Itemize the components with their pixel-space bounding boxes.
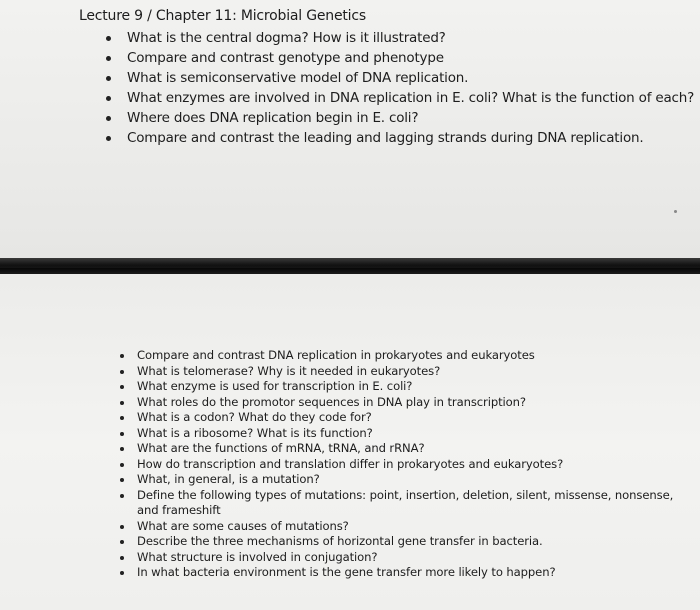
question-text: How do transcription and translation differ in prokaryotes and eukaryotes?	[137, 456, 564, 471]
list-item	[137, 426, 673, 442]
bullet-icon	[106, 56, 111, 61]
bullet-icon	[120, 447, 124, 451]
list-item	[137, 472, 673, 488]
list-item	[127, 128, 694, 148]
bullet-icon	[120, 463, 124, 467]
question-text: What structure is involved in conjugation?	[137, 549, 378, 564]
bullet-icon	[120, 401, 124, 405]
bullet-icon	[120, 540, 124, 544]
bullet-icon	[120, 494, 124, 498]
list-item	[137, 488, 673, 519]
list-item	[137, 457, 673, 473]
bullet-icon	[106, 116, 111, 121]
question-text: Compare and contrast genotype and phenotype	[127, 50, 444, 66]
paper-speck	[674, 210, 677, 213]
bullet-icon	[106, 76, 111, 81]
bullet-icon	[120, 416, 124, 420]
question-text: What, in general, is a mutation?	[137, 472, 320, 486]
lecture-heading: Lecture 9 / Chapter 11: Microbial Genetics	[79, 8, 366, 24]
review-question-list	[137, 348, 673, 581]
list-item	[137, 364, 673, 380]
question-text: What is telomerase? Why is it needed in eukaryotes?	[137, 363, 441, 378]
bullet-icon	[120, 478, 124, 482]
bullet-icon	[106, 96, 111, 101]
bullet-icon	[106, 36, 111, 41]
bullet-icon	[120, 385, 124, 389]
list-item	[127, 88, 694, 108]
question-text: What is the central dogma? How is it illustrated?	[127, 30, 446, 46]
question-text: What is a ribosome? What is its function?	[137, 425, 373, 440]
bullet-icon	[120, 525, 124, 529]
question-text: In what bacteria environment is the gene transfer more likely to happen?	[137, 565, 556, 579]
bullet-icon	[106, 136, 111, 141]
question-text: What enzymes are involved in DNA replication in E. coli? What is the function of each?	[127, 90, 695, 106]
list-item	[127, 68, 694, 88]
list-item	[137, 534, 673, 550]
list-item	[137, 565, 673, 581]
question-text: Describe the three mechanisms of horizontal gene transfer in bacteria.	[137, 534, 543, 548]
list-item	[137, 550, 673, 566]
page-divider	[0, 258, 700, 274]
list-item	[137, 395, 673, 411]
bullet-icon	[120, 354, 124, 358]
question-text: Define the following types of mutations: point, insertion, deletion, silent, missense, nonsense, and frameshift	[137, 487, 674, 517]
question-text: Compare and contrast the leading and lagging strands during DNA replication.	[127, 130, 644, 146]
question-text: What is a codon? What do they code for?	[137, 410, 372, 424]
list-item	[137, 519, 673, 535]
question-text: What roles do the promotor sequences in DNA play in transcription?	[137, 394, 526, 409]
bullet-icon	[120, 571, 124, 575]
bullet-icon	[120, 432, 124, 436]
lecture-question-list	[127, 28, 694, 148]
list-item	[137, 348, 673, 364]
question-text: What are some causes of mutations?	[137, 518, 349, 533]
question-text: Where does DNA replication begin in E. coli?	[127, 110, 419, 126]
list-item	[127, 108, 694, 128]
list-item	[137, 410, 673, 426]
question-text: Compare and contrast DNA replication in prokaryotes and eukaryotes	[137, 348, 535, 362]
bullet-icon	[120, 370, 124, 374]
question-text: What are the functions of mRNA, tRNA, and rRNA?	[137, 441, 425, 455]
list-item	[127, 28, 694, 48]
list-item	[137, 379, 673, 395]
bullet-icon	[120, 556, 124, 560]
list-item	[137, 441, 673, 457]
list-item	[127, 48, 694, 68]
question-text: What enzyme is used for transcription in E. coli?	[137, 379, 413, 393]
question-text: What is semiconservative model of DNA replication.	[127, 70, 469, 86]
